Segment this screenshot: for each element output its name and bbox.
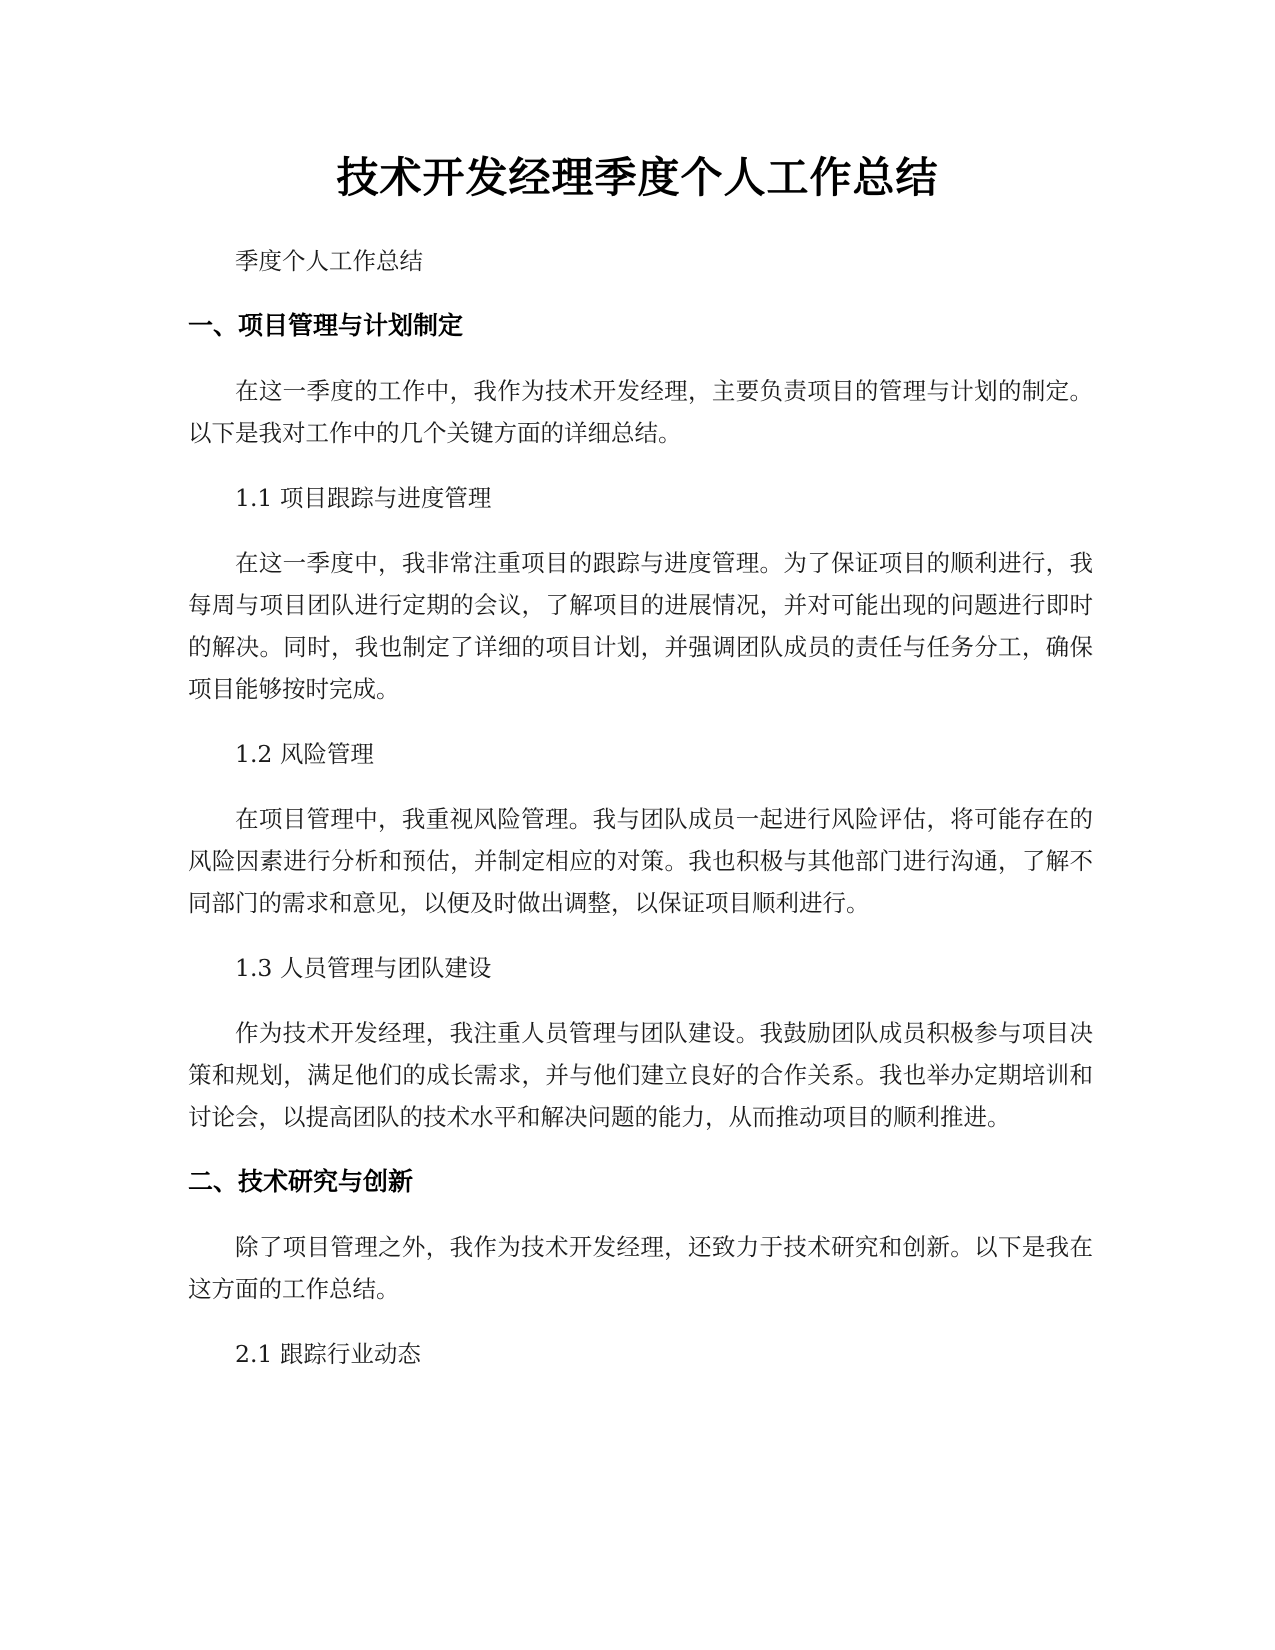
section-heading-1: 一、项目管理与计划制定 xyxy=(188,311,464,340)
subsection-heading-1-2: 1.2 风险管理 xyxy=(235,740,374,768)
intro-subtitle: 季度个人工作总结 xyxy=(235,247,423,275)
paragraph: 在这一季度的工作中，我作为技术开发经理，主要负责项目的管理与计划的制定。以下是我对工作中的几个关键方面的详细总结。 xyxy=(188,377,1093,447)
subsection-heading-1-3: 1.3 人员管理与团队建设 xyxy=(235,954,492,982)
document-title: 技术开发经理季度个人工作总结 xyxy=(336,153,939,202)
paragraph: 作为技术开发经理，我注重人员管理与团队建设。我鼓励团队成员积极参与项目决策和规划，满足他们的成长需求，并与他们建立良好的合作关系。我也举办定期培训和讨论会，以提高团队的技术水平和解决问题的能力，从而推动项目的顺利推进。 xyxy=(188,1019,1093,1131)
paragraph: 除了项目管理之外，我作为技术开发经理，还致力于技术研究和创新。以下是我在这方面的工作总结。 xyxy=(188,1233,1093,1303)
subsection-heading-2-1: 2.1 跟踪行业动态 xyxy=(235,1340,421,1368)
subsection-heading-1-1: 1.1 项目跟踪与进度管理 xyxy=(235,484,492,512)
section-heading-2: 二、技术研究与创新 xyxy=(188,1167,414,1196)
paragraph: 在这一季度中，我非常注重项目的跟踪与进度管理。为了保证项目的顺利进行，我每周与项目团队进行定期的会议，了解项目的进展情况，并对可能出现的问题进行即时的解决。同时，我也制定了详细的项目计划，并强调团队成员的责任与任务分工，确保项目能够按时完成。 xyxy=(188,549,1093,703)
document-body xyxy=(188,240,1093,1398)
paragraph: 在项目管理中，我重视风险管理。我与团队成员一起进行风险评估，将可能存在的风险因素进行分析和预估，并制定相应的对策。我也积极与其他部门进行沟通，了解不同部门的需求和意见，以便及时做出调整，以保证项目顺利进行。 xyxy=(188,805,1093,917)
